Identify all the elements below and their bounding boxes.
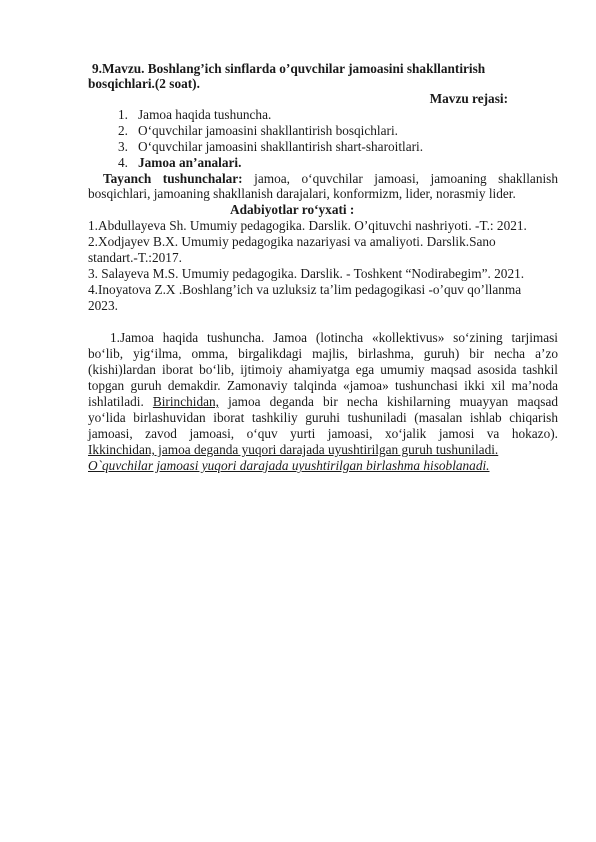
body-line (88, 394, 558, 409)
body-line: bo‘lib, yig‘ilma, omma, birgalikdagi majlis, birlashma, guruh) bir necha a’zo (88, 346, 558, 361)
plan-item-number: 2. (118, 123, 128, 138)
plan-item (118, 123, 398, 138)
reference-line: 2023. (88, 298, 118, 313)
topic-title-line-2: bosqichlari.(2 soat). (88, 76, 200, 91)
plan-item (118, 155, 241, 170)
plan-item-text: O‘quvchilar jamoasini shakllantirish bosqichlari. (138, 123, 398, 138)
plan-item-text: Jamoa an’analari. (138, 155, 242, 170)
body-line: jamoasi, zavod jamoasi, o‘quv yurti jamoasi, xo‘jalik jamosi va hokazo). (88, 426, 558, 441)
body-italic-underlined-line: O`quvchilar jamoasi yuqori darajada uyushtirilgan birlashma hisoblanadi. (88, 458, 490, 473)
body-line: topgan guruh demakdir. Zamonaviy talqinda «jamoa» tushunchasi ikki xil ma’noda (88, 378, 558, 393)
reference-line: 2.Xodjayev B.X. Umumiy pedagogika nazariyasi va amaliyoti. Darslik.Sano (88, 234, 496, 249)
reference-line: standart.-T.:2017. (88, 250, 182, 265)
plan-item-number: 4. (118, 155, 128, 170)
body-line: (kishi)lardan iborat bo‘lib, ijtimoiy ahamiyatga ega umumiy maqsad asosida tashkil (88, 362, 558, 377)
plan-item-number: 3. (118, 139, 128, 154)
reference-line: 3. Salayeva M.S. Umumiy pedagogika. Darslik. - Toshkent “Nodirabegim”. 2021. (88, 266, 525, 281)
key-concepts-line-2: bosqichlari, jamoaning shakllanish darajalari, konformizm, lider, norasmiy lider. (88, 186, 516, 201)
reference-line: 4.Inoyatova Z.X .Boshlang’ich va uzluksiz ta’lim pedagogikasi -o’quv qo’llanma (88, 282, 522, 297)
reference-line: 1.Abdullayeva Sh. Umumiy pedagogika. Darslik. O’qituvchi nashriyoti. -T.: 2021. (88, 218, 527, 233)
key-concepts-text: jamoa, o‘quvchilar jamoasi, jamoaning shakllanish (254, 171, 558, 186)
key-concepts-line-1 (103, 171, 558, 186)
body-line: 1.Jamoa haqida tushuncha. Jamoa (lotincha «kollektivus» so‘zining tarjimasi (110, 330, 558, 345)
body-underlined-line: Ikkinchidan, jamoa deganda yuqori darajada uyushtirilgan guruh tushuniladi. (88, 442, 499, 457)
plan-heading: Mavzu rejasi: (429, 91, 508, 106)
plan-item-text: Jamoa haqida tushuncha. (138, 107, 272, 122)
body-line: yo‘lida birlashuvidan iborat tashkiliy guruhi tushuniladi (masalan ishlab chiqarish (88, 410, 558, 425)
plan-item-number: 1. (118, 107, 128, 122)
body-underlined-text: Birinchidan, (152, 394, 219, 409)
body-text: ishlatiladi. (88, 394, 144, 409)
plan-item-text: O‘quvchilar jamoasini shakllantirish shart-sharoitlari. (138, 139, 424, 154)
references-heading: Adabiyotlar ro‘yxati : (230, 202, 355, 217)
topic-title-line-1: 9.Mavzu. Boshlang’ich sinflarda o’quvchilar jamoasini shakllantirish (92, 61, 486, 76)
key-concepts-label: Tayanch tushunchalar: (103, 171, 243, 186)
body-text: jamoa deganda bir necha kishilarning muayyan maqsad (228, 394, 559, 409)
plan-item (118, 139, 423, 154)
plan-item (118, 107, 271, 122)
